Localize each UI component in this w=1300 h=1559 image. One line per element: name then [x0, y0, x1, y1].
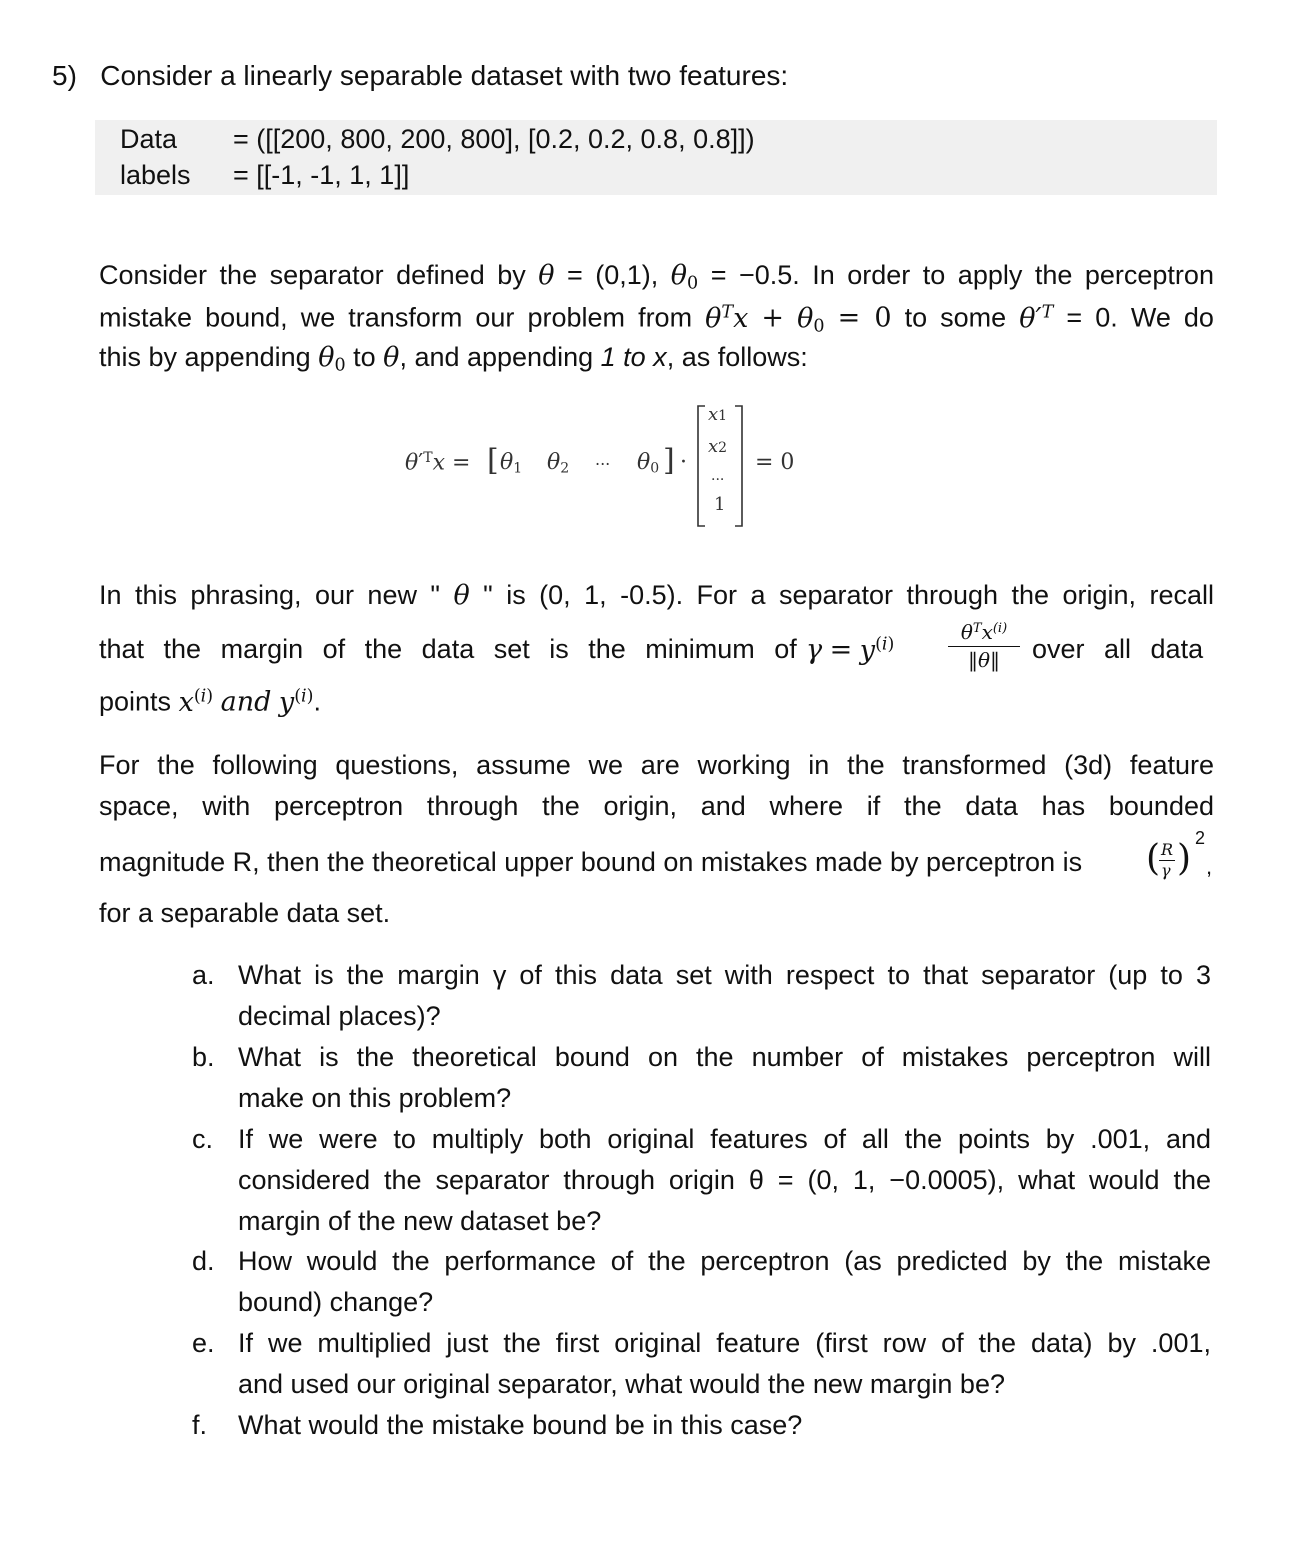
para3-line4: for a separable data set. [99, 898, 391, 928]
code-data-value: = ([[200, 800, 200, 800], [0.2, 0.2, 0.8, 0.8]]) [233, 124, 755, 154]
code-data-name: Data [120, 124, 178, 154]
para1-line2: mistake bound, we transform our problem from $\theta^Tx + \theta_0 = 0$ to some $\theta'^T = 0$. We do [99, 302, 1214, 337]
question-heading-text: Consider a linearly separable dataset with two features: [100, 60, 789, 91]
question-heading [52, 60, 788, 92]
para2-line1: In this phrasing, our new " θ " is (0, 1, -0.5). For a separator through the origin, recall [99, 580, 1214, 611]
gamma-fraction: $\theta^Tx^{(i)}$ ‖θ‖ [948, 620, 1020, 672]
para2-line2: that the margin of the data set is the minimum of [99, 634, 797, 664]
para3-line2: space, with perceptron through the origin, and where if the data has bounded [99, 791, 1214, 821]
code-labels-value: = [[-1, -1, 1, 1]] [233, 160, 410, 190]
display-equation: $\theta'^Tx$ = [ $\theta_1$ $\theta_2$ ... $\theta_0$ ] · x1 x2 ... 1 = 0 [405, 400, 825, 530]
para3-line3: magnitude R, then the theoretical upper bound on mistakes made by perceptron is [99, 847, 1083, 877]
code-labels-name: labels [120, 160, 191, 190]
question-number: 5) [52, 60, 77, 91]
para2-line3: points $x^{(i)}$ and $y^{(i)}$. [99, 686, 321, 718]
para3-line1: For the following questions, assume we are working in the transformed (3d) feature [99, 750, 1214, 780]
mistake-bound-formula: ( R γ ) 2 , [1146, 828, 1213, 880]
para1-line1: Consider the separator defined by θ = (0,1), $\theta_0 = -0.5$. In order to apply the perceptron [99, 260, 1214, 294]
gamma-formula: $\gamma = y^{(i)}$ [806, 634, 895, 666]
para2-line2-end: over all data [1032, 634, 1204, 664]
code-block [95, 120, 1217, 195]
para1-line3: this by appending $\theta_0$ to θ, and appending 1 to x, as follows: [99, 342, 808, 376]
